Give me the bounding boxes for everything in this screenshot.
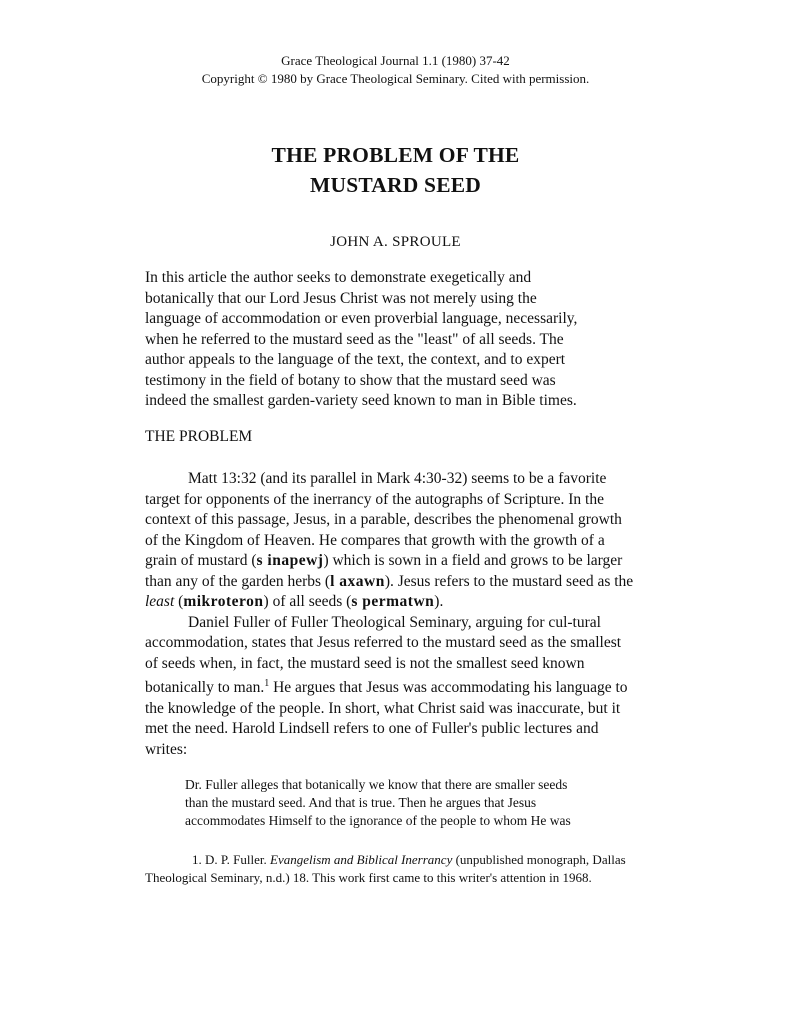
greek-word: s inapewj: [256, 552, 324, 569]
text-run: (unpublished monograph, Dallas Theological Seminary, n.d.) 18. This work first came to this writer's attention in 1968.: [145, 852, 626, 885]
abstract: [145, 268, 640, 412]
text-run: (: [174, 593, 184, 610]
greek-word: l axawn: [330, 572, 385, 590]
text-run: ). Jesus refers to the mustard seed as the: [384, 572, 634, 590]
abstract-line: when he referred to the mustard seed as the "least" of all seeds. The: [145, 330, 564, 348]
text-run: ) which is sown in a field and grows to be larger than any of the garden herbs (: [145, 552, 623, 590]
abstract-line: testimony in the field of botany to show that the mustard seed was: [145, 371, 556, 389]
footnote-title: Evangelism and Biblical Inerrancy: [270, 852, 453, 867]
text-run: He argues that Jesus was accommodating his language to the knowledge of the people. In short, what Christ said was inaccurate, but it met the need. Harold Lindsell refers to one of Fuller's public lectures and writes:: [145, 679, 628, 758]
abstract-line: indeed the smallest garden-variety seed known to man in Bible times.: [145, 392, 577, 409]
journal-header: [0, 52, 791, 88]
section-heading: THE PROBLEM: [145, 428, 253, 445]
abstract-line: In this article the author seeks to demonstrate exegetically and: [145, 269, 532, 286]
copyright-line: Copyright © 1980 by Grace Theological Seminary. Cited with permission.: [201, 71, 590, 86]
text-run: Daniel Fuller of Fuller Theological Seminary, arguing for cul-tural accommodation, states that Jesus referred to the mustard seed as the smallest of seeds when, in fact, the mustard seed is not the smallest seed known botanically to man.: [145, 613, 622, 697]
quote-line: Dr. Fuller alleges that botanically we know that there are smaller seeds: [185, 777, 568, 792]
paragraph-2: [145, 613, 635, 761]
text-run: Matt 13:32 (and its parallel in Mark 4:30-32) seems to be a favorite target for opponents of the inerrancy of the autographs of Scripture. In the context of this passage, Jesus, in a parable, describes the phenomenal growth of the Kingdom of Heaven. He compares that growth with the growth of a grain of mustard (: [145, 470, 622, 569]
title-line-1: THE PROBLEM OF THE: [271, 143, 520, 167]
text-run: ) of all seeds (: [263, 593, 352, 610]
journal-citation: Grace Theological Journal 1.1 (1980) 37-42: [281, 53, 510, 68]
author-name: JOHN A. SPROULE: [330, 234, 461, 250]
greek-word: mikroteron: [183, 593, 264, 610]
abstract-line: author appeals to the language of the text, the context, and to expert: [145, 351, 566, 368]
block-quote: [185, 776, 615, 830]
text-run: ).: [434, 593, 444, 610]
emphasis: least: [145, 593, 175, 610]
article-title: [0, 140, 791, 200]
body-text: [145, 469, 635, 760]
paragraph-1: [145, 469, 635, 613]
title-line-2: MUSTARD SEED: [309, 173, 482, 197]
abstract-line: botanically that our Lord Jesus Christ was not merely using the: [145, 289, 537, 307]
greek-word: s permatwn: [351, 593, 435, 610]
quote-line: than the mustard seed. And that is true. Then he argues that Jesus: [185, 795, 537, 810]
quote-line: accommodates Himself to the ignorance of the people to whom He was: [185, 813, 571, 828]
abstract-line: language of accommodation or even proverbial language, necessarily,: [145, 310, 578, 327]
footnote-ref: 1: [264, 678, 270, 689]
text-run: 1. D. P. Fuller.: [192, 852, 271, 867]
footnote: [145, 851, 647, 887]
